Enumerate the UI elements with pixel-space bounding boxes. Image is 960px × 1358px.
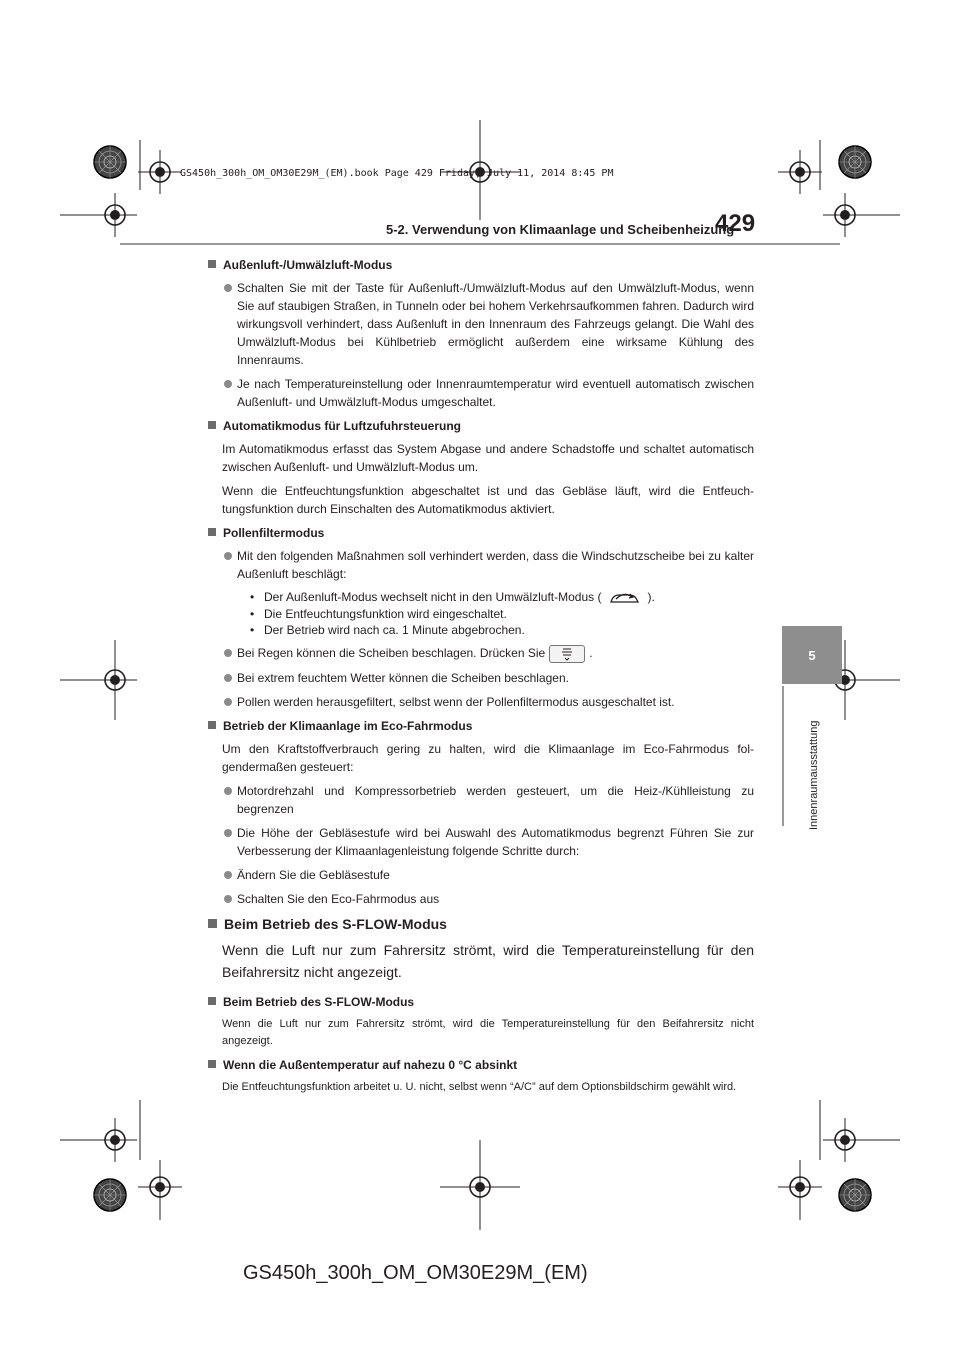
- square-bullet-icon: [208, 260, 216, 268]
- section-heading: Beim Betrieb des S-FLOW-Modus: [208, 993, 754, 1011]
- square-bullet-icon: [208, 421, 216, 429]
- chapter-number: 5: [808, 647, 816, 663]
- section-heading: Außenluft-/Umwälzluft-Modus: [208, 256, 754, 274]
- bullet-item: Je nach Temperatureinstellung oder Innenraumtemperatur wird eventuell automatisch zwischen Außenluft- und Umwälzluft-Modus umgeschaltet.: [224, 375, 754, 411]
- sub-item: • Der Betrieb wird nach ca. 1 Minute abgebrochen.: [250, 622, 525, 637]
- paragraph: Um den Kraftstoffverbrauch gering zu halten, wird die Klimaanlage im Eco-Fahrmodus folgendermaßen gesteuert:: [222, 741, 754, 774]
- sub-item: • Die Entfeuchtungsfunktion wird eingeschaltet.: [250, 606, 507, 621]
- bullet-item: Schalten Sie den Eco-Fahrmodus aus: [224, 890, 754, 908]
- page-number: 429: [715, 210, 756, 237]
- circle-bullet-icon: [224, 698, 232, 706]
- bullet-item: Die Höhe der Gebläsestufe wird bei Auswahl des Automatikmodus begrenzt Führen Sie zur Verbesserung der Klimaanlagenleistung folgende Schritte durch:: [224, 824, 754, 860]
- header-rule: [120, 243, 840, 245]
- chapter-label: Innenraumausstattung: [808, 720, 820, 830]
- circle-bullet-icon: [224, 674, 232, 682]
- bullet-item: Ändern Sie die Gebläsestufe: [224, 866, 754, 884]
- chapter-tab: [782, 626, 842, 684]
- bullet-item: Schalten Sie mit der Taste für Außenluft-/Umwälzluft-Modus auf den Umwälzluft-Modus, wenn Sie auf staubigen Straßen, in Tunneln oder bei hohem Verkehrsaufkommen fahren. Dadurch wird wirkungsvoll verhindert, dass Außenluft in den Innenraum des Fahrzeugs gelangt. Die Wahl des Umwälzluft-Modus bei Kühlbetrieb ermöglicht außerdem eine wirksame Kühlung des Innenraums.: [224, 279, 754, 369]
- paragraph: Wenn die Entfeuchtungsfunktion abgeschaltet ist und das Gebläse läuft, wird die Entfeuchtungsfunktion durch Einschalten des Automatikmodus aktiviert.: [222, 484, 754, 516]
- section-heading: Wenn die Außentemperatur auf nahezu 0 °C absinkt: [208, 1056, 754, 1074]
- bullet-item: Bei Regen können die Scheiben beschlagen. Drücken Sie .: [224, 644, 754, 663]
- section-heading: Automatikmodus für Luftzufuhrsteuerung: [208, 417, 754, 435]
- footer-code: GS450h_300h_OM_OM30E29M_(EM): [243, 1262, 588, 1284]
- square-bullet-icon: [208, 721, 216, 729]
- bullet-item: Pollen werden herausgefiltert, selbst wenn der Pollenfiltermodus ausgeschaltet ist.: [224, 693, 754, 711]
- circle-bullet-icon: [224, 552, 232, 560]
- sub-list: [208, 589, 754, 638]
- section-heading: Betrieb der Klimaanlage im Eco-Fahrmodus: [208, 717, 754, 735]
- circle-bullet-icon: [224, 787, 232, 795]
- section-heading: Pollenfiltermodus: [208, 524, 754, 542]
- side-rule: [782, 686, 784, 826]
- circle-bullet-icon: [224, 284, 232, 292]
- bullet-item: Mit den folgenden Maßnahmen soll verhindert werden, dass die Windschutzscheibe bei zu kalter Außenluft beschlägt:: [224, 547, 754, 583]
- paragraph: Wenn die Luft nur zum Fahrersitz strömt, wird die Temperatureinstellung für den Beifahrersitz nicht angezeigt.: [222, 1017, 754, 1047]
- square-bullet-icon: [208, 997, 216, 1005]
- circle-bullet-icon: [224, 649, 232, 657]
- bullet-item: Motordrehzahl und Kompressorbetrieb werden gesteuert, um die Heiz-/Kühlleistung zu begrenzen: [224, 782, 754, 818]
- defogger-button-icon: [549, 645, 585, 663]
- page-content: [208, 256, 754, 1102]
- sub-item: • Der Außenluft-Modus wechselt nicht in den Umwälzluft-Modus ( ).: [250, 590, 655, 604]
- bullet-item: Bei extrem feuchtem Wetter können die Scheiben beschlagen.: [224, 669, 754, 687]
- circle-bullet-icon: [224, 895, 232, 903]
- circle-bullet-icon: [224, 829, 232, 837]
- section-title: 5-2. Verwendung von Klimaanlage und Scheibenheizung: [386, 222, 735, 237]
- recirculation-icon: [605, 590, 643, 606]
- book-file-line: GS450h_300h_OM_OM30E29M_(EM).book Page 429 Friday, July 11, 2014 8:45 PM: [180, 168, 614, 179]
- square-bullet-icon: [208, 528, 216, 536]
- circle-bullet-icon: [224, 380, 232, 388]
- circle-bullet-icon: [224, 871, 232, 879]
- paragraph: Die Entfeuchtungsfunktion arbeitet u. U. nicht, selbst wenn “A/C” auf dem Optionsbildschirm gewählt wird.: [222, 1080, 737, 1093]
- paragraph: Im Automatikmodus erfasst das System Abgase und andere Schadstoffe und schaltet automatisch zwischen Außenluft- und Umwälzluft-Modus um.: [222, 442, 754, 474]
- square-bullet-icon: [208, 1060, 216, 1068]
- square-bullet-icon: [208, 919, 217, 928]
- section-heading: Beim Betrieb des S-FLOW-Modus: [208, 914, 754, 934]
- paragraph: Wenn die Luft nur zum Fahrersitz strömt, wird die Temperatureinstellung für den Beifahrersitz nicht angezeigt.: [222, 941, 754, 980]
